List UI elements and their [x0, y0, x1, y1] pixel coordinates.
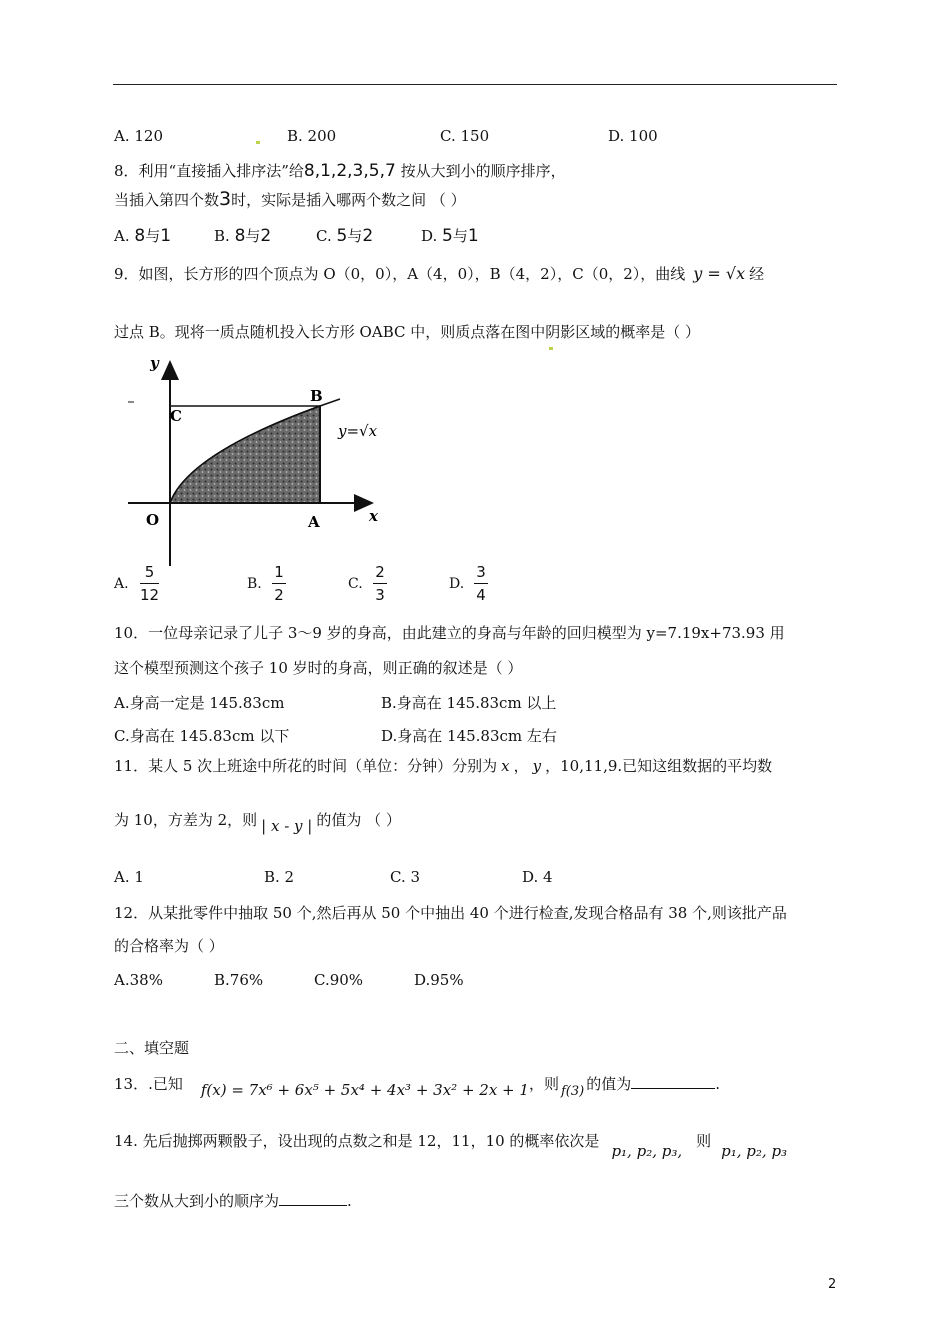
section-heading-fill-in: 二、填空题 [114, 1039, 190, 1057]
q8-option-b: B. 8与2 [214, 226, 272, 246]
q12-option-c: C.90% [314, 971, 364, 989]
q14-text: 则 [696, 1132, 712, 1150]
q8-option-d: D. 5与1 [421, 226, 479, 246]
q9-figure [126, 354, 396, 570]
q9-shaded-region [170, 406, 320, 503]
q14-text: 三个数从大到小的顺序为 [114, 1192, 280, 1210]
q13-text: ，则 [528, 1075, 559, 1093]
q11-text: 11．某人 5 次上班途中所花的时间（单位：分钟）分别为 [114, 757, 498, 775]
q9-label-c: C [170, 407, 182, 425]
q8-insert-number: 3 [219, 188, 232, 210]
q8-text: 当插入第四个数 [114, 191, 220, 209]
q9-text: 经 [749, 265, 765, 283]
q11-option-b: B. 2 [264, 868, 295, 886]
q10-option-b: B.身高在 145.83cm 以上 [381, 694, 557, 712]
q9-label-a: A [308, 513, 320, 531]
q11-text: 的值为 （ ） [316, 811, 401, 829]
q11-option-d: D. 4 [522, 868, 553, 886]
q12-line2: 的合格率为（ ） [114, 937, 224, 955]
q9-option-b-fraction: 1 2 [272, 563, 286, 604]
q12-line1: 12．从某批零件中抽取 50 个,然后再从 50 个中抽出 40 个进行检查,发现合格品有 38 个,则该批产品 [114, 904, 787, 922]
q11-text: ，10,11,9.已知这组数据的平均数 [545, 757, 773, 775]
q9-label-b: B [310, 387, 323, 405]
q10-line1: 10．一位母亲记录了儿子 3～9 岁的身高，由此建立的身高与年龄的回归模型为 y=7.19x+73.93 用 [114, 624, 785, 642]
q9-option-a-letter: A. [114, 576, 129, 592]
q9-text: 9．如图，长方形的四个顶点为 O（0，0），A（4，0），B（4，2），C（0，2），曲线 [114, 265, 686, 283]
q14-text: . [347, 1192, 352, 1210]
q14-probabilities: p₁, p₂, p₃ [721, 1142, 788, 1160]
q9-y-arrow [161, 360, 179, 380]
q9-option-c-letter: C. [348, 576, 363, 592]
q10-line2: 这个模型预测这个孩子 10 岁时的身高，则正确的叙述是（ ） [114, 659, 523, 677]
q13-text: 的值为 [586, 1075, 632, 1093]
q14-line2 [114, 1191, 352, 1211]
q11-line1 [114, 756, 772, 776]
q9-curve-label: y=√x [338, 422, 378, 440]
q11-line2 [114, 810, 401, 835]
q13-text: 13．.已知 [114, 1075, 183, 1093]
q11-option-c: C. 3 [390, 868, 421, 886]
q8-numbers: 8,1,2,3,5,7 [303, 161, 396, 181]
q9-option-d-fraction: 3 4 [474, 563, 488, 604]
q10-option-c: C.身高在 145.83cm 以下 [114, 727, 290, 745]
q7-option-d: D. 100 [608, 127, 658, 145]
q11-text: 为 10，方差为 2，则 [114, 811, 258, 829]
q9-y-label: y [150, 354, 159, 372]
stray-mark [256, 141, 260, 144]
q8-text: 按从大到小的顺序排序， [400, 162, 566, 180]
q7-option-b: B. 200 [287, 127, 337, 145]
q8-text: 8．利用“直接插入排序法”给 [114, 162, 304, 180]
q7-option-a: A. 120 [114, 127, 163, 145]
q9-option-a-fraction: 5 12 [140, 563, 160, 604]
stray-mark [549, 347, 553, 350]
q14-line1 [114, 1131, 788, 1160]
q9-line2: 过点 B。现将一质点随机投入长方形 OABC 中，则质点落在图中阴影区域的概率是（ ） [114, 323, 701, 341]
q12-option-b: B.76% [214, 971, 264, 989]
q11-option-a: A. 1 [114, 868, 144, 886]
q13-line [114, 1074, 720, 1099]
q14-text: 14. 先后抛掷两颗骰子，设出现的点数之和是 12，11，10 的概率依次是 [114, 1132, 600, 1150]
q9-option-d-letter: D. [449, 576, 465, 592]
q9-option-b-letter: B. [247, 576, 262, 592]
q9-option-c-fraction: 2 3 [373, 563, 387, 604]
q8-option-a: A. 8与1 [114, 226, 172, 246]
q13-text: . [715, 1075, 720, 1093]
q7-option-c: C. 150 [440, 127, 490, 145]
header-rule [113, 84, 837, 85]
q13-answer-blank[interactable] [631, 1088, 715, 1089]
q8-line1 [114, 161, 566, 181]
q8-option-c: C. 5与2 [316, 226, 374, 246]
q14-answer-blank[interactable] [279, 1205, 347, 1206]
q8-line2 [114, 189, 466, 210]
q10-option-d: D.身高在 145.83cm 左右 [381, 727, 557, 745]
q13-formula: f(x) = 7x⁶ + 6x⁵ + 5x⁴ + 4x³ + 3x² + 2x + 1 [200, 1081, 529, 1099]
q11-var-y: y [532, 757, 542, 775]
q9-label-o: O [146, 511, 160, 529]
q9-curve-formula: y = √x [693, 264, 746, 283]
q10-option-a: A.身高一定是 145.83cm [114, 694, 285, 712]
q11-text: ， [513, 757, 529, 775]
q9-line1 [114, 264, 764, 284]
q11-var-x: x [501, 757, 510, 775]
q13-f3: f(3) [560, 1084, 585, 1099]
q12-option-d: D.95% [414, 971, 464, 989]
q12-option-a: A.38% [114, 971, 163, 989]
page-number: 2 [828, 1277, 837, 1292]
q8-text: 时，实际是插入哪两个数之间 （ ） [231, 191, 466, 209]
q11-abs-expression: | x - y | [261, 817, 313, 835]
q9-x-label: x [369, 507, 378, 525]
q14-probabilities: p₁, p₂, p₃, [611, 1142, 683, 1160]
